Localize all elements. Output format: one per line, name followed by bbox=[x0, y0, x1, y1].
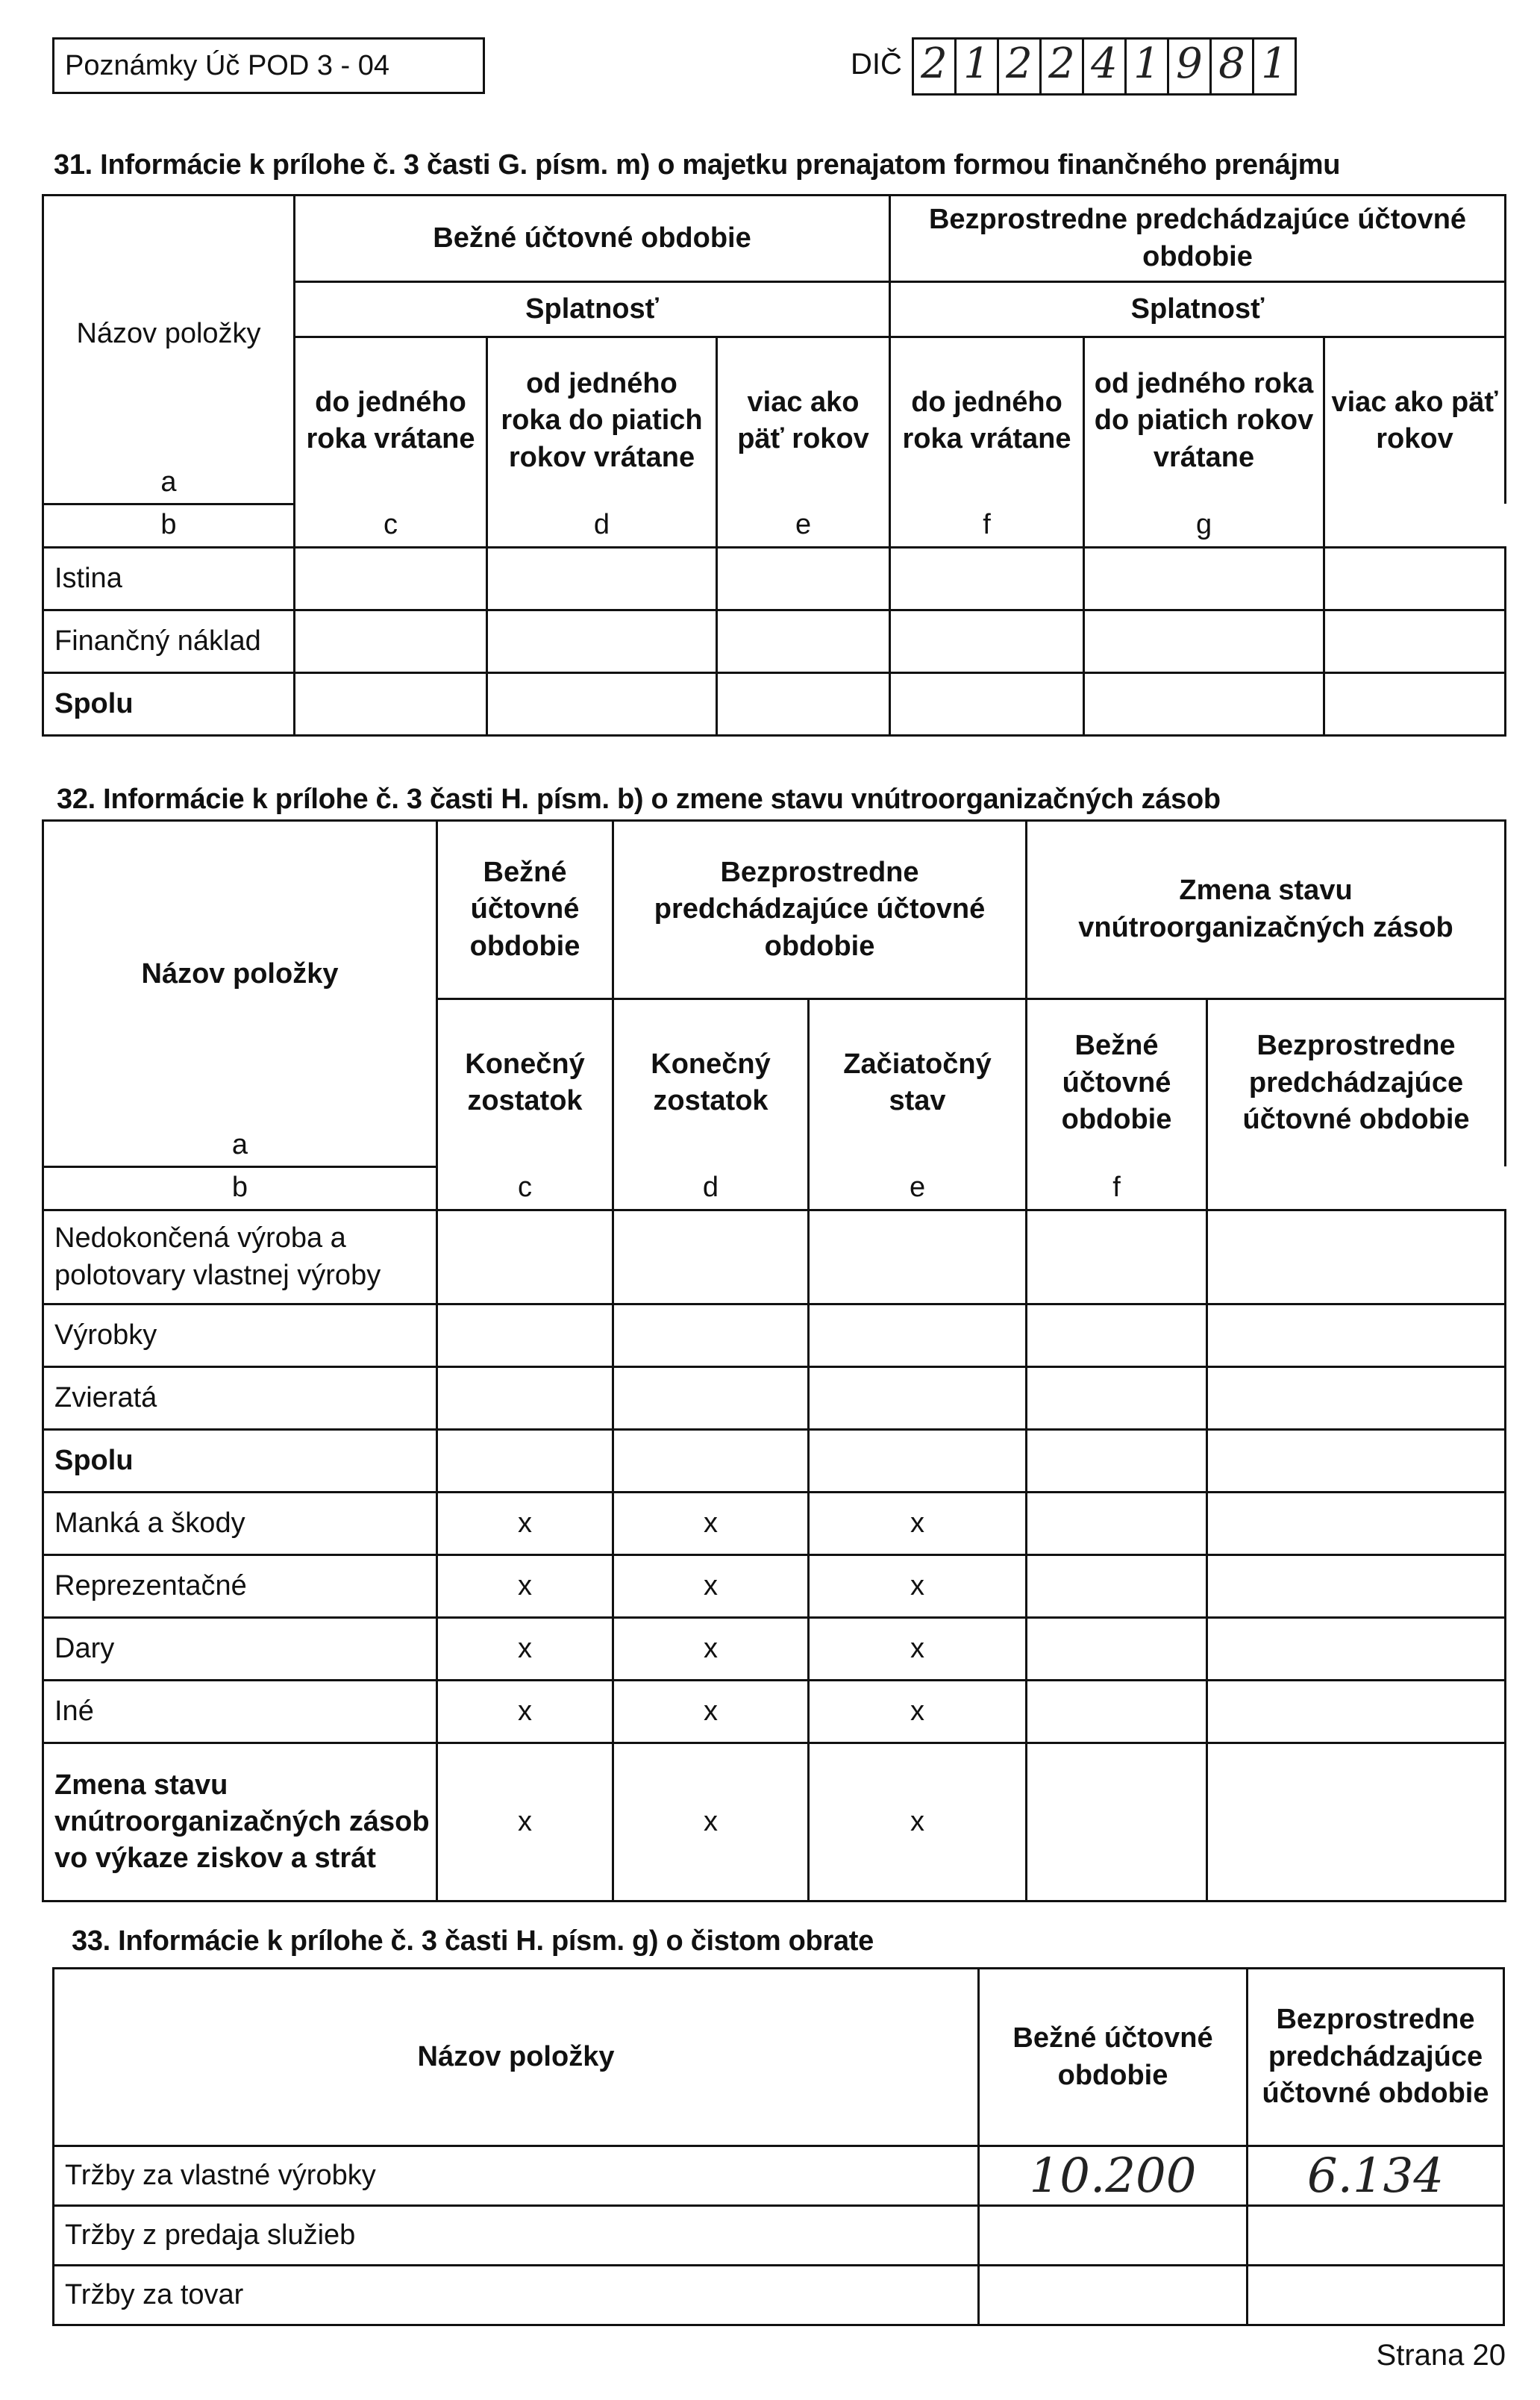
value-cell[interactable] bbox=[717, 673, 890, 736]
change-current-header: Bežné účtovné obdobie bbox=[1027, 999, 1207, 1166]
handwritten-value: 6.134 bbox=[1306, 2148, 1444, 2204]
sub-header-f: od jedného roka do piatich rokov vrátane bbox=[1084, 337, 1324, 504]
column-letter: g bbox=[1084, 504, 1324, 547]
column-letter: e bbox=[809, 1166, 1027, 1210]
section-32-title: 32. Informácie k prílohe č. 3 časti H. písm. b) o zmene stavu vnútroorganizačných zásob bbox=[57, 784, 1221, 815]
previous-value-cell[interactable] bbox=[1248, 2206, 1504, 2266]
current-value-cell[interactable] bbox=[979, 2146, 1248, 2206]
value-cell[interactable] bbox=[1027, 1367, 1207, 1430]
dic-digit-cell bbox=[1127, 40, 1169, 93]
table-row bbox=[43, 1304, 1506, 1367]
value-cell[interactable] bbox=[613, 1210, 809, 1304]
value-cell[interactable] bbox=[1084, 548, 1324, 610]
current-value-cell[interactable] bbox=[979, 2206, 1248, 2266]
row-label: Tržby z predaja služieb bbox=[54, 2206, 979, 2266]
value-cell[interactable] bbox=[437, 1304, 613, 1367]
previous-period-header: Bezprostredne predchádzajúce účtovné obdobie bbox=[613, 821, 1027, 999]
column-letter: c bbox=[437, 1166, 613, 1210]
dic-digit-cell bbox=[999, 40, 1042, 93]
value-cell[interactable] bbox=[1207, 1304, 1506, 1367]
table-row bbox=[43, 1493, 1506, 1555]
current-period-header: Bežné účtovné obdobie bbox=[979, 1969, 1248, 2146]
value-cell[interactable] bbox=[1027, 1681, 1207, 1743]
row-label: Nedokončená výroba a polotovary vlastnej výroby bbox=[43, 1210, 437, 1304]
value-cell[interactable] bbox=[1324, 610, 1506, 673]
table-row bbox=[43, 1210, 1506, 1304]
value-cell[interactable] bbox=[1027, 1430, 1207, 1493]
previous-value-cell[interactable] bbox=[1248, 2146, 1504, 2206]
table-row bbox=[43, 1618, 1506, 1681]
row-label: Tržby za vlastné výrobky bbox=[54, 2146, 979, 2206]
dic-digit-cell bbox=[1042, 40, 1084, 93]
value-cell[interactable] bbox=[613, 1430, 809, 1493]
column-letter: d bbox=[613, 1166, 809, 1210]
dic-digit: 1 bbox=[1133, 40, 1160, 88]
value-cell[interactable] bbox=[1324, 673, 1506, 736]
value-cell[interactable] bbox=[1324, 548, 1506, 610]
column-letter: a bbox=[160, 466, 177, 499]
dic-digit-cell bbox=[1212, 40, 1254, 93]
x-mark: x bbox=[613, 1555, 809, 1618]
value-cell[interactable] bbox=[1084, 673, 1324, 736]
value-cell[interactable] bbox=[487, 673, 717, 736]
current-period-header: Bežné účtovné obdobie bbox=[295, 196, 890, 282]
x-mark: x bbox=[809, 1743, 1027, 1901]
row-label: Spolu bbox=[43, 673, 295, 736]
end-balance-prev-header: Konečný zostatok bbox=[613, 999, 809, 1166]
row-label: Reprezentačné bbox=[43, 1555, 437, 1618]
table-row bbox=[43, 1555, 1506, 1618]
value-cell[interactable] bbox=[1027, 1555, 1207, 1618]
section-31-title: 31. Informácie k prílohe č. 3 časti G. písm. m) o majetku prenajatom formou finančného prenájmu bbox=[54, 149, 1341, 181]
value-cell[interactable] bbox=[1027, 1743, 1207, 1901]
col-item-header: Názov položky a bbox=[43, 196, 295, 504]
value-cell[interactable] bbox=[1027, 1304, 1207, 1367]
value-cell[interactable] bbox=[295, 610, 487, 673]
column-letter: b bbox=[43, 504, 295, 547]
value-cell[interactable] bbox=[1207, 1367, 1506, 1430]
row-label: Dary bbox=[43, 1618, 437, 1681]
value-cell[interactable] bbox=[295, 548, 487, 610]
dic-digit-cell bbox=[1084, 40, 1127, 93]
start-state-header: Začiatočný stav bbox=[809, 999, 1027, 1166]
column-letter: f bbox=[890, 504, 1084, 547]
column-letter: b bbox=[43, 1166, 437, 1210]
value-cell[interactable] bbox=[890, 610, 1084, 673]
row-label: Manká a škody bbox=[43, 1493, 437, 1555]
value-cell[interactable] bbox=[890, 673, 1084, 736]
column-letter: f bbox=[1027, 1166, 1207, 1210]
table-row bbox=[54, 2266, 1504, 2325]
table-row bbox=[54, 2206, 1504, 2266]
value-cell[interactable] bbox=[1207, 1210, 1506, 1304]
previous-period-header: Bezprostredne predchádzajúce účtovné obdobie bbox=[890, 196, 1506, 282]
x-mark: x bbox=[809, 1618, 1027, 1681]
table-32 bbox=[42, 819, 1506, 1902]
value-cell[interactable] bbox=[1084, 610, 1324, 673]
dic-digit: 4 bbox=[1091, 40, 1118, 88]
row-label: Výrobky bbox=[43, 1304, 437, 1367]
dic-digit: 1 bbox=[1261, 40, 1288, 88]
x-mark: x bbox=[809, 1493, 1027, 1555]
value-cell[interactable] bbox=[809, 1430, 1027, 1493]
section-33-title: 33. Informácie k prílohe č. 3 časti H. písm. g) o čistom obrate bbox=[72, 1925, 874, 1957]
value-cell[interactable] bbox=[437, 1430, 613, 1493]
x-mark: x bbox=[437, 1555, 613, 1618]
change-previous-header: Bezprostredne predchádzajúce účtovné obdobie bbox=[1207, 999, 1506, 1166]
dic-label: DIČ bbox=[851, 48, 902, 81]
change-header: Zmena stavu vnútroorganizačných zásob bbox=[1027, 821, 1506, 999]
x-mark: x bbox=[613, 1681, 809, 1743]
value-cell[interactable] bbox=[1027, 1618, 1207, 1681]
dic-digit: 9 bbox=[1176, 40, 1203, 88]
value-cell[interactable] bbox=[1027, 1210, 1207, 1304]
value-cell[interactable] bbox=[890, 548, 1084, 610]
row-label: Zmena stavu vnútroorganizačných zásob vo výkaze ziskov a strát bbox=[43, 1743, 437, 1901]
end-balance-header: Konečný zostatok bbox=[437, 999, 613, 1166]
dic-digit-cell bbox=[957, 40, 999, 93]
value-cell[interactable] bbox=[809, 1304, 1027, 1367]
x-mark: x bbox=[613, 1493, 809, 1555]
value-cell[interactable] bbox=[1207, 1743, 1506, 1901]
x-mark: x bbox=[613, 1618, 809, 1681]
dic-digit-cell bbox=[1254, 40, 1297, 93]
value-cell[interactable] bbox=[487, 610, 717, 673]
value-cell[interactable] bbox=[809, 1367, 1027, 1430]
x-mark: x bbox=[437, 1493, 613, 1555]
column-letter: e bbox=[717, 504, 890, 547]
table-row bbox=[43, 1681, 1506, 1743]
dic-field bbox=[912, 37, 1297, 96]
value-cell[interactable] bbox=[437, 1367, 613, 1430]
previous-value-cell[interactable] bbox=[1248, 2266, 1504, 2325]
sub-header-d: viac ako päť rokov bbox=[717, 337, 890, 504]
table-row bbox=[43, 1367, 1506, 1430]
handwritten-value: 10.200 bbox=[1029, 2148, 1197, 2204]
dic-digit: 2 bbox=[921, 40, 948, 88]
x-mark: x bbox=[437, 1681, 613, 1743]
form-label: Poznámky Úč POD 3 - 04 bbox=[52, 37, 485, 94]
value-cell[interactable] bbox=[717, 610, 890, 673]
table-row bbox=[54, 2146, 1504, 2206]
table-row bbox=[43, 673, 1506, 736]
value-cell[interactable] bbox=[1207, 1493, 1506, 1555]
col-item-header: Názov položky a bbox=[43, 821, 437, 1167]
dic-digit: 2 bbox=[1006, 40, 1033, 88]
x-mark: x bbox=[437, 1618, 613, 1681]
value-cell[interactable] bbox=[1207, 1618, 1506, 1681]
x-mark: x bbox=[809, 1555, 1027, 1618]
sub-header-b: do jedného roka vrátane bbox=[295, 337, 487, 504]
value-cell[interactable] bbox=[613, 1367, 809, 1430]
page-number: Strana 20 bbox=[1376, 2339, 1506, 2372]
row-label: Finančný náklad bbox=[43, 610, 295, 673]
sub-header-c: od jedného roka do piatich rokov vrátane bbox=[487, 337, 717, 504]
value-cell[interactable] bbox=[1207, 1555, 1506, 1618]
value-cell[interactable] bbox=[295, 673, 487, 736]
current-value-cell[interactable] bbox=[979, 2266, 1248, 2325]
value-cell[interactable] bbox=[1207, 1681, 1506, 1743]
value-cell[interactable] bbox=[1027, 1493, 1207, 1555]
table-row bbox=[43, 1430, 1506, 1493]
maturity-header: Splatnosť bbox=[295, 282, 890, 337]
dic-digit: 8 bbox=[1218, 40, 1245, 88]
value-cell[interactable] bbox=[487, 548, 717, 610]
value-cell[interactable] bbox=[613, 1304, 809, 1367]
row-label: Tržby za tovar bbox=[54, 2266, 979, 2325]
row-label: Istina bbox=[43, 548, 295, 610]
sub-header-g: viac ako päť rokov bbox=[1324, 337, 1506, 504]
value-cell[interactable] bbox=[717, 548, 890, 610]
dic-digit: 1 bbox=[963, 40, 990, 88]
column-letter: a bbox=[231, 1129, 248, 1161]
maturity-header-prev: Splatnosť bbox=[890, 282, 1506, 337]
dic-digit-cell bbox=[914, 40, 957, 93]
value-cell[interactable] bbox=[1207, 1430, 1506, 1493]
row-label: Spolu bbox=[43, 1430, 437, 1493]
table-31 bbox=[42, 194, 1506, 737]
x-mark: x bbox=[613, 1743, 809, 1901]
table-row bbox=[43, 1743, 1506, 1901]
x-mark: x bbox=[437, 1743, 613, 1901]
current-period-header: Bežné účtovné obdobie bbox=[437, 821, 613, 999]
value-cell[interactable] bbox=[437, 1210, 613, 1304]
table-row bbox=[43, 610, 1506, 673]
row-label: Iné bbox=[43, 1681, 437, 1743]
dic-digit: 2 bbox=[1048, 40, 1075, 88]
col-item-header: Názov položky bbox=[54, 1969, 979, 2146]
sub-header-e: do jedného roka vrátane bbox=[890, 337, 1084, 504]
column-letter: c bbox=[295, 504, 487, 547]
x-mark: x bbox=[809, 1681, 1027, 1743]
dic-digit-cell bbox=[1169, 40, 1212, 93]
table-row bbox=[43, 548, 1506, 610]
column-letter: d bbox=[487, 504, 717, 547]
row-label: Zvieratá bbox=[43, 1367, 437, 1430]
table-33 bbox=[52, 1967, 1505, 2326]
previous-period-header: Bezprostredne predchádzajúce účtovné obdobie bbox=[1248, 1969, 1504, 2146]
value-cell[interactable] bbox=[809, 1210, 1027, 1304]
